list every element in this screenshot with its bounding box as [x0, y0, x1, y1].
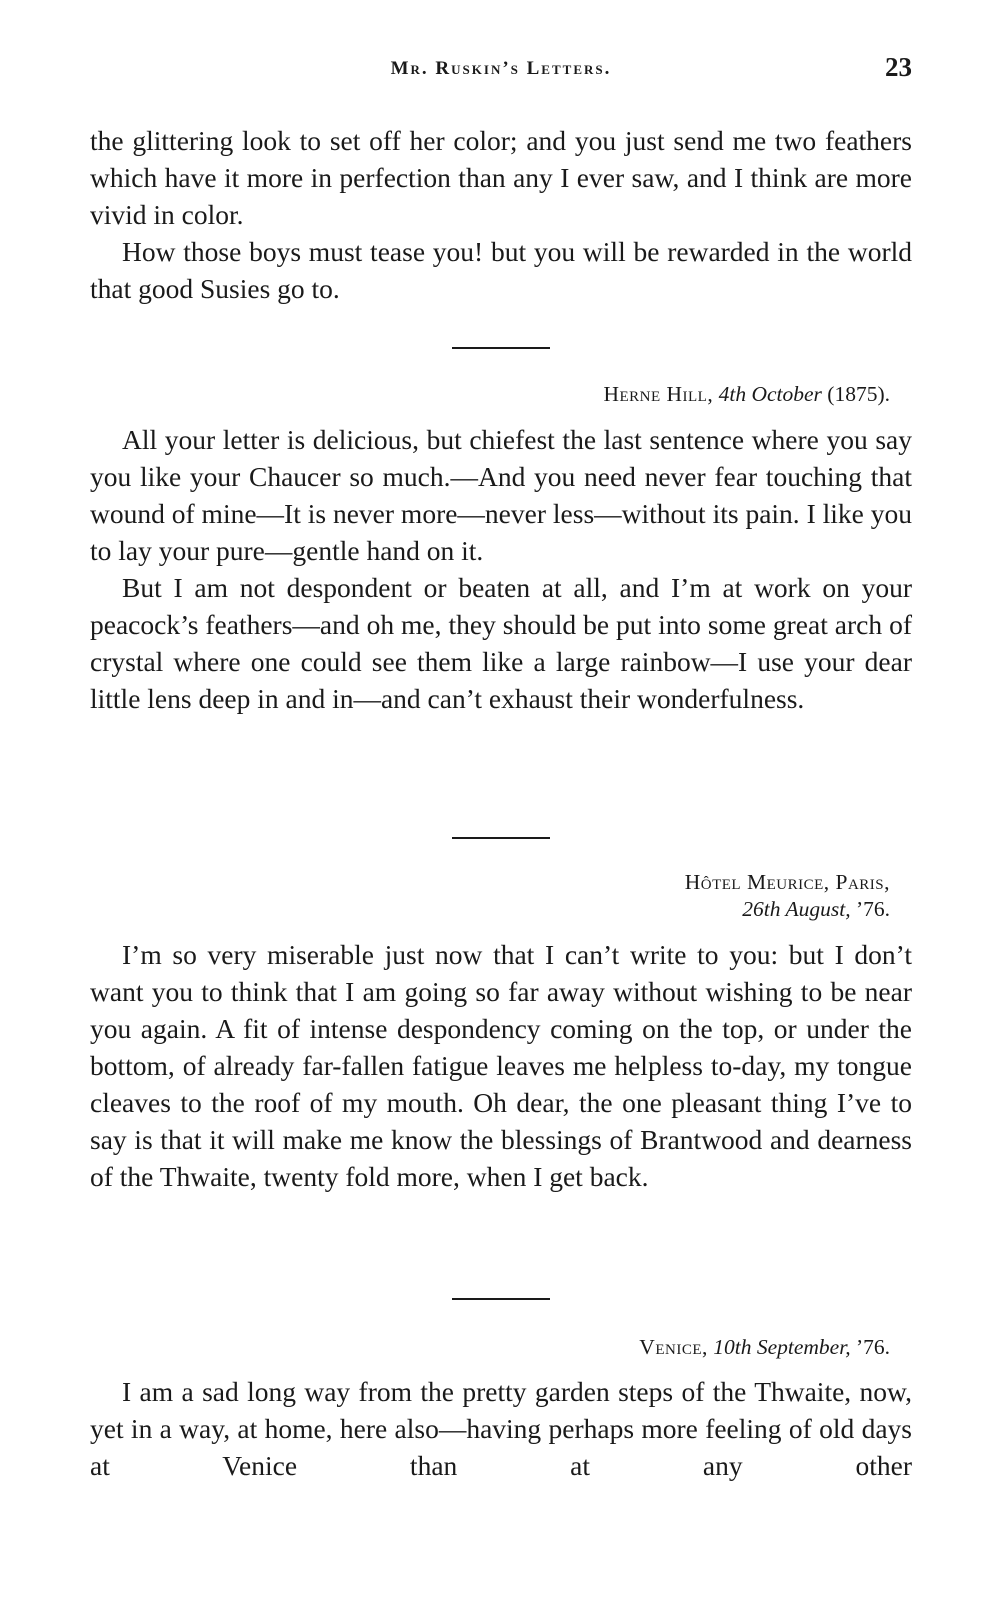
page-number: 23 — [885, 52, 912, 82]
section-rule — [452, 1298, 550, 1300]
dateline-date: 4th October — [718, 382, 822, 406]
dateline-place: Venice, — [639, 1335, 708, 1359]
section-rule — [452, 347, 550, 349]
dateline-date: 10th September, — [713, 1335, 851, 1359]
dateline-line — [685, 896, 890, 923]
dateline-line — [603, 381, 890, 408]
dateline-venice — [639, 1334, 890, 1361]
running-head — [90, 52, 912, 86]
paragraph: I am a sad long way from the pretty garden steps of the Thwaite, now, yet in a way, at home, here also—having perhaps more feeling of old days at Venice than at any other — [90, 1376, 912, 1481]
dateline-date: 26th August, — [742, 897, 851, 921]
dateline-year: ’76. — [855, 897, 890, 921]
dateline-place: Herne Hill, — [603, 382, 714, 406]
paragraph: All your letter is delicious, but chiefest the last sentence where you say you like your Chaucer so much.—And you need never fear touching that wound of mine—It is never more—never less—without its pain. I like you to lay your pure—gentle hand on it. — [90, 424, 912, 566]
letter-herne-hill — [90, 421, 912, 717]
dateline-year: ’76. — [855, 1335, 890, 1359]
letter-paris — [90, 936, 912, 1195]
dateline-place: Hôtel Meurice, Paris, — [684, 870, 890, 894]
dateline-herne-hill — [603, 381, 890, 408]
book-page — [90, 0, 912, 1598]
dateline-line — [639, 1334, 890, 1361]
section-rule — [452, 837, 550, 839]
dateline-paris — [685, 869, 890, 923]
paragraph: the glittering look to set off her color; and you just send me two feathers which have it more in perfection than any I ever saw, and I think are more vivid in color. — [90, 125, 912, 230]
paragraph: But I am not despondent or beaten at all, and I’m at work on your peacock’s feathers—and oh me, they should be put into some great arch of crystal where one could see them like a large rainbow—I use your dear little lens deep in and in—and can’t exhaust their wonderfulness. — [90, 572, 912, 714]
paragraph: I’m so very miserable just now that I can’t write to you: but I don’t want you to think that I am going so far away without wishing to be near you again. A fit of intense despondency coming on the top, or under the bottom, of already far-fallen fatigue leaves me helpless to-day, my tongue cleaves to the roof of my mouth. Oh dear, the one pleasant thing I’ve to say is that it will make me know the blessings of Brantwood and dearness of the Thwaite, twenty fold more, when I get back. — [90, 939, 912, 1192]
dateline-year: (1875). — [827, 382, 890, 406]
letter-venice — [90, 1373, 912, 1484]
letter-continued — [90, 122, 912, 307]
paragraph: How those boys must tease you! but you will be rewarded in the world that good Susies go to. — [90, 236, 912, 304]
running-title: Mr. Ruskin’s Letters. — [390, 58, 612, 79]
